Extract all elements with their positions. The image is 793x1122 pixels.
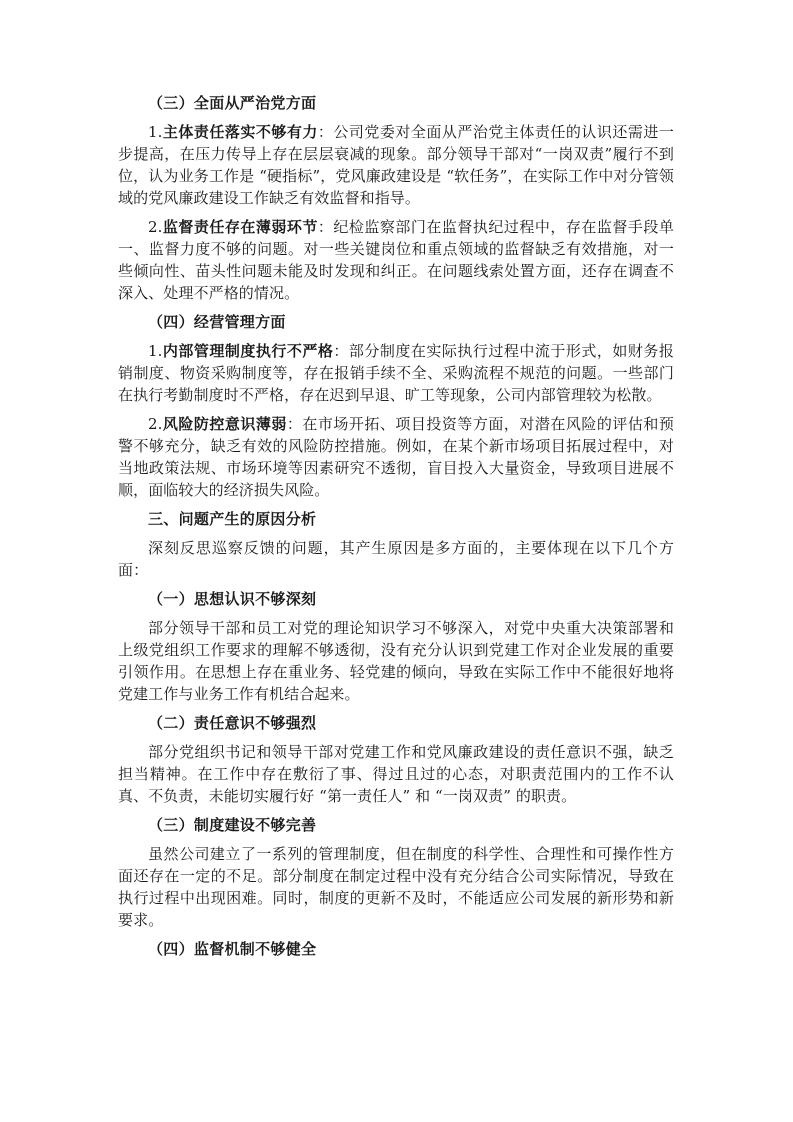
paragraph-lead: 内部管理制度执行不严格 [162, 342, 334, 360]
paragraph-body: 部分领导干部和员工对党的理论知识学习不够深入，对党中央重大决策部署和上级党组织工作要求的理解不够透彻，没有充分认识到党建工作对企业发展的重要引领作用。在思想上存在重业务、轻党建的倾向，导致在实际工作中不能很好地将党建工作与业务工作有机结合起来。 [118, 619, 674, 703]
paragraph-lead: 监督责任存在薄弱环节 [162, 218, 318, 236]
paragraph-body: 虽然公司建立了一系列的管理制度，但在制度的科学性、合理性和可操作性方面还存在一定的不足。部分制度在制定过程中没有充分结合公司实际情况，导致在执行过程中出现困难。同时，制度的更新不及时，不能适应公司发展的新形势和新要求。 [118, 845, 674, 929]
section-heading: 三、问题产生的原因分析 [148, 510, 317, 528]
paragraph-body: ：在市场开拓、项目投资等方面，对潜在风险的评估和预警不够充分，缺乏有效的风险防控措施。例如，在某个新市场项目拓展过程中，对当地政策法规、市场环境等因素研究不透彻，盲目投入大量资金，导致项目进展不顺，面临较大的经济损失风险。 [118, 415, 674, 499]
paragraph [118, 537, 674, 581]
paragraph [118, 216, 674, 304]
paragraph [118, 843, 674, 931]
paragraph [118, 413, 674, 501]
item-number: 1. [148, 123, 163, 141]
section-heading: （一）思想认识不够深刻 [148, 590, 317, 608]
paragraph [118, 340, 674, 406]
paragraph [118, 617, 674, 705]
paragraph-lead: 风险防控意识薄弱 [162, 415, 287, 433]
item-number: 1. [148, 342, 163, 360]
paragraph-body: 深刻反思巡察反馈的问题，其产生原因是多方面的，主要体现在以下几个方面： [118, 539, 674, 579]
section-heading: （二）责任意识不够强烈 [148, 714, 317, 732]
section-heading: （三）全面从严治党方面 [148, 94, 317, 112]
section-heading: （四）经营管理方面 [148, 313, 286, 331]
section-heading: （四）监督机制不够健全 [148, 940, 317, 958]
paragraph-lead: 主体责任落实不够有力 [162, 123, 318, 141]
paragraph [118, 741, 674, 807]
item-number: 2. [148, 218, 163, 236]
paragraph [118, 121, 674, 209]
paragraph-body: ：纪检监察部门在监督执纪过程中，存在监督手段单一、监督力度不够的问题。对一些关键岗位和重点领域的监督缺乏有效措施，对一些倾向性、苗头性问题未能及时发现和纠正。在问题线索处置方面，还存在调查不深入、处理不严格的情况。 [118, 218, 674, 302]
section-heading: （三）制度建设不够完善 [148, 816, 317, 834]
paragraph-body: ：部分制度在实际执行过程中流于形式，如财务报销制度、物资采购制度等，存在报销手续不全、采购流程不规范的问题。一些部门在执行考勤制度时不严格，存在迟到早退、旷工等现象，公司内部管理较为松散。 [118, 342, 675, 404]
paragraph-body: 部分党组织书记和领导干部对党建工作和党风廉政建设的责任意识不强，缺乏担当精神。在工作中存在敷衍了事、得过且过的心态，对职责范围内的工作不认真、不负责，未能切实履行好 “第一责任人” 和 “一岗双责” 的职责。 [118, 743, 674, 805]
paragraph-body: ：公司党委对全面从严治党主体责任的认识还需进一步提高，在压力传导上存在层层衰减的现象。部分领导干部对“一岗双责”履行不到位，认为业务工作是 “硬指标”，党风廉政建设是 “软任务”，在实际工作中对分管领域的党风廉政建设工作缺乏有效监督和指导。 [118, 123, 674, 207]
item-number: 2. [148, 415, 163, 433]
document-page [118, 92, 674, 967]
